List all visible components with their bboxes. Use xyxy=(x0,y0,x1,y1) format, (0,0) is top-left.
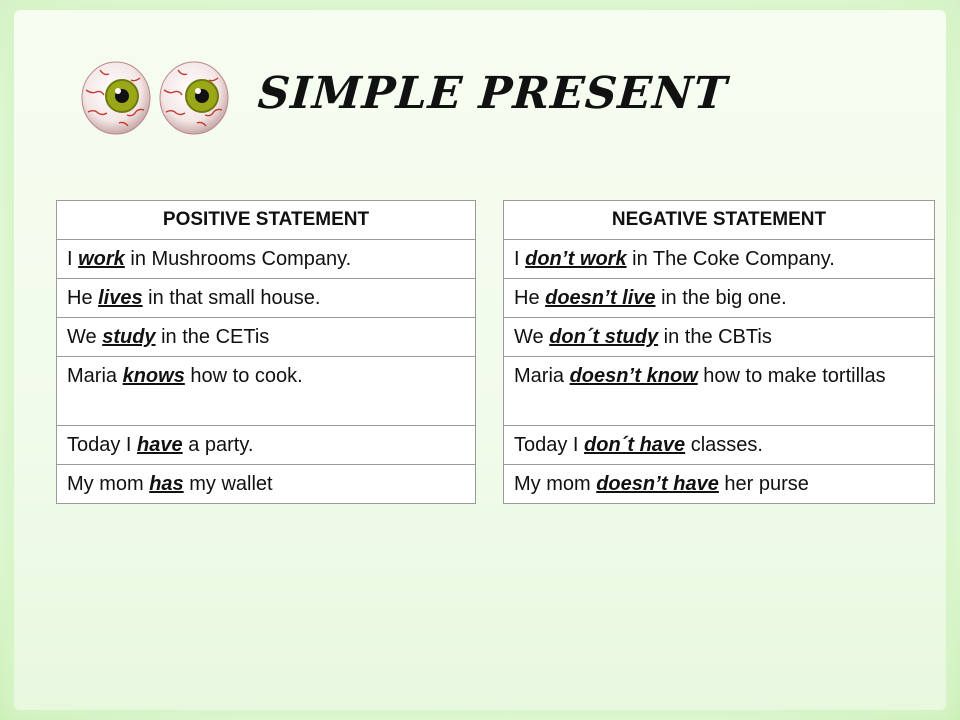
verb-highlight: knows xyxy=(122,365,185,387)
table-cell: Today I don´t have classes. xyxy=(504,426,935,465)
table-cell: My mom doesn’t have her purse xyxy=(504,465,935,504)
verb-highlight: study xyxy=(102,326,156,348)
verb-highlight: don´t study xyxy=(549,326,659,348)
eyeballs-icon xyxy=(80,60,236,140)
table-cell: I don’t work in The Coke Company. xyxy=(504,240,935,279)
table-header: NEGATIVE STATEMENT xyxy=(504,201,935,240)
positive-statement-table xyxy=(56,200,476,504)
table-cell: He lives in that small house. xyxy=(57,279,476,318)
negative-statement-table xyxy=(503,200,935,504)
verb-highlight: lives xyxy=(98,287,143,309)
table-cell: Today I have a party. xyxy=(57,426,476,465)
verb-highlight: doesn’t know xyxy=(569,365,698,387)
table-cell: My mom has my wallet xyxy=(57,465,476,504)
eyeball-left-icon xyxy=(80,60,152,136)
page-title: SIMPLE PRESENT xyxy=(256,68,730,119)
verb-highlight: don’t work xyxy=(525,248,627,270)
table-cell: He doesn’t live in the big one. xyxy=(504,279,935,318)
verb-highlight: work xyxy=(78,248,125,270)
table-cell: Maria doesn’t know how to make tortillas xyxy=(504,357,935,426)
verb-highlight: has xyxy=(149,473,184,495)
eyeball-right-icon xyxy=(158,60,230,136)
verb-highlight: don´t have xyxy=(584,434,686,456)
verb-highlight: doesn’t have xyxy=(596,473,719,495)
table-cell: We study in the CETis xyxy=(57,318,476,357)
verb-highlight: doesn’t live xyxy=(545,287,656,309)
table-cell: Maria knows how to cook. xyxy=(57,357,476,426)
table-cell: We don´t study in the CBTis xyxy=(504,318,935,357)
table-header: POSITIVE STATEMENT xyxy=(57,201,476,240)
verb-highlight: have xyxy=(137,434,183,456)
table-cell: I work in Mushrooms Company. xyxy=(57,240,476,279)
